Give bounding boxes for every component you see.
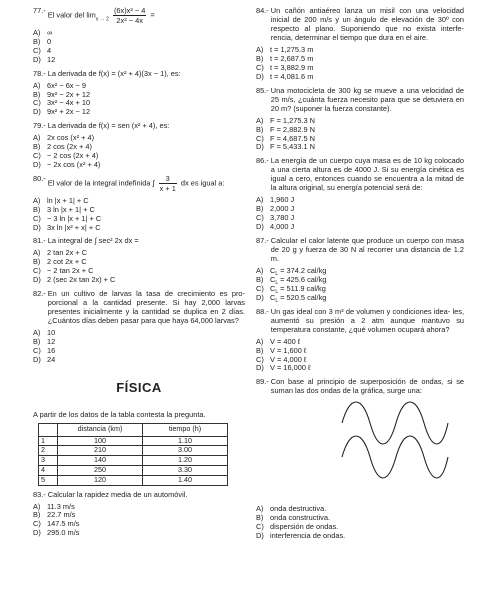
- options: [256, 504, 464, 540]
- fraction: [113, 6, 146, 25]
- option-d: D) 12: [33, 54, 56, 64]
- question-77: [33, 6, 245, 64]
- option-d: D) F = 5,433.1 N: [256, 142, 315, 152]
- latent-subscript: L: [275, 271, 279, 278]
- option-b: B) F = 2,882.9 N: [256, 124, 315, 134]
- option-c: C) 147.5 m/s: [33, 519, 80, 529]
- question-number: 80.-: [33, 173, 46, 183]
- options: [33, 328, 245, 364]
- question-number: 78.-: [33, 68, 46, 78]
- question-80: [33, 174, 245, 232]
- table-row: 5 120 1.40: [39, 475, 228, 485]
- question-text: El valor del lim: [47, 10, 96, 20]
- question-text: El valor de la integral indefinida ∫: [47, 178, 155, 188]
- question-81: [33, 236, 245, 284]
- option-d: D) t = 4,081.6 m: [256, 71, 314, 81]
- table-header: tiempo (h): [143, 423, 228, 436]
- option-b: B) 2 cot 2x + C: [33, 257, 87, 267]
- question-number: 79.-: [33, 121, 46, 131]
- question-78: [33, 69, 245, 117]
- option-d: D) 9x² + 2x − 12: [33, 107, 91, 117]
- question-number: 77.-: [33, 6, 46, 15]
- options: [256, 195, 464, 231]
- option-a: A) onda destructiva.: [256, 504, 327, 514]
- option-c: C) 16: [33, 345, 56, 355]
- question-84: [256, 6, 464, 81]
- question-text: La energía de un cuerpo cuya masa es de 10 kg colocado a una cierta altura es de 4000 J. Si su energía cinética es igual a cero, entonces cuando se encuentra a la mitad de la altura original, su energía potencial será de:: [270, 156, 464, 193]
- option-b: B) 12: [33, 337, 56, 347]
- option-b: B) 3 ln |x + 1| + C: [33, 204, 95, 214]
- option-b: B) t = 2,687.5 m: [256, 54, 314, 64]
- question-number: 89.-: [256, 377, 269, 387]
- wave-top: [342, 402, 448, 444]
- option-a: A) 2 tan 2x + C: [33, 248, 88, 258]
- fraction-denominator: x + 1: [159, 183, 176, 193]
- question-89: [256, 377, 464, 540]
- question-text: La integral de ∫ sec² 2x dx =: [47, 236, 139, 246]
- equals-sign: =: [150, 10, 155, 20]
- options: [33, 248, 245, 284]
- option-d: D) $C_L = 520.5$ cal/kg: [256, 292, 327, 304]
- option-b: B) $C_L = 425.6$ cal/kg: [256, 275, 327, 287]
- question-86: [256, 156, 464, 231]
- wave-bottom: [342, 436, 448, 478]
- option-d: D) 24: [33, 354, 56, 364]
- option-b: B) 9x² − 2x + 12: [33, 89, 91, 99]
- table-row: 2 210 3.00: [39, 446, 228, 456]
- fraction-numerator: (6x)x² − 4: [113, 6, 146, 15]
- question-number: 85.-: [256, 85, 269, 95]
- question-number: 83.-: [33, 489, 46, 499]
- waves-figure: [340, 399, 450, 479]
- option-d: D) V = 16,000 ℓ: [256, 363, 311, 373]
- table-row: 4 250 3.30: [39, 465, 228, 475]
- question-87: [256, 236, 464, 302]
- option-c: C) V = 4,000 ℓ: [256, 354, 307, 364]
- option-a: A) 11.3 m/s: [33, 501, 75, 511]
- option-b: B) V = 1,600 ℓ: [256, 345, 307, 355]
- question-number: 82.-: [33, 289, 46, 299]
- options: [256, 45, 464, 81]
- question-text: En un cultivo de larvas la tasa de crecimiento es pro- porcional a la cantidad presente. Si hay 2,000 larvas presentes inicialmente y la cantidad se duplica en 2 días. ¿Cuántos días deben pasar para que haya 64,000 larvas?: [47, 289, 245, 326]
- option-a: A) t = 1,275.3 m: [256, 45, 314, 55]
- question-number: 81.-: [33, 236, 46, 246]
- options: [33, 196, 245, 232]
- question-text: Calcular el calor latente que produce un cuerpo con masa de 20 g y fuerza de 30 N al recorrer una distancia de 1.2 m.: [270, 236, 464, 264]
- question-number: 86.-: [256, 156, 269, 166]
- question-85: [256, 86, 464, 152]
- options: [33, 81, 245, 117]
- table-header-row: [39, 423, 228, 436]
- fraction: [159, 174, 177, 193]
- limit-subscript: x → 2: [95, 16, 109, 23]
- question-88: [256, 307, 464, 373]
- options: [256, 116, 464, 152]
- option-a: A) 6x² − 6x − 9: [33, 80, 87, 90]
- option-d: D) 295.0 m/s: [33, 528, 80, 538]
- question-number: 87.-: [256, 236, 269, 246]
- section-title: FÍSICA: [116, 379, 162, 395]
- table-row: 1 100 1.10: [39, 436, 228, 446]
- question-text: Con base al principio de superposición de ondas, si se suman las dos ondas de la gráfica, surge una:: [270, 377, 464, 396]
- table-row: 3 140 1.20: [39, 456, 228, 466]
- option-b: B) onda constructiva.: [256, 513, 330, 523]
- option-b: B) 22.7 m/s: [33, 510, 76, 520]
- question-number: 88.-: [256, 306, 269, 316]
- latent-subscript: L: [275, 288, 279, 295]
- option-a: A) V = 400 ℓ: [256, 336, 301, 346]
- option-c: C) $C_L = 511.9$ cal/kg: [256, 283, 326, 295]
- option-d: D) interferencia de ondas.: [256, 531, 346, 541]
- question-number: 84.-: [256, 6, 269, 15]
- option-b: B) 0: [33, 36, 52, 46]
- latent-subscript: L: [275, 280, 279, 287]
- table-intro: A partir de los datos de la tabla contesta la pregunta.: [33, 409, 206, 419]
- right-column: [256, 6, 464, 545]
- option-a: A) 2x cos (x² + 4): [33, 133, 95, 143]
- option-c: C) 3x² − 4x + 10: [33, 98, 91, 108]
- question-text: La derivada de f(x) = sen (x² + 4), es:: [47, 121, 170, 131]
- option-d: D) 2 (sec 2x tan 2x) + C: [33, 275, 116, 285]
- option-a: A) $C_L = 374.2$ cal/kg: [256, 266, 327, 278]
- option-c: C) 3,780 J: [256, 213, 295, 223]
- options: [256, 337, 464, 373]
- fraction-numerator: 3: [159, 174, 177, 184]
- option-a: A) F = 1,275.3 N: [256, 115, 315, 125]
- question-text: La derivada de f(x) = (x² + 4)(3x − 1), es:: [47, 68, 181, 78]
- option-c: C) F = 4,687.5 N: [256, 133, 315, 143]
- question-text-tail: dx es igual a:: [180, 178, 225, 188]
- fraction-denominator: 2x² − 4x: [116, 16, 143, 26]
- option-a: A) 10: [33, 328, 56, 338]
- question-79: [33, 121, 245, 169]
- options: [256, 266, 464, 302]
- question-text: Calcular la rapidez media de un automóvil.: [47, 489, 188, 499]
- question-text: Un cañón antiaéreo lanza un misil con una velocidad inicial de 200 m/s y un ángulo de elevación de 30º con respecto al plano. Suponiendo que no exista interfe- rencia, determinar el tiempo que dura en el aire.: [270, 6, 464, 43]
- option-a: A) ∞: [33, 28, 53, 38]
- options: [33, 133, 245, 169]
- option-c: C) t = 3,882.9 m: [256, 62, 314, 72]
- option-a: A) 1,960 J: [256, 195, 295, 205]
- question-text: Una motocicleta de 300 kg se mueve a una velocidad de 25 m/s, ¿cuánta fuerza necesito para que se detuviera en 20 m? (suponer la fuerza constante).: [270, 85, 464, 113]
- latent-subscript: L: [275, 297, 279, 304]
- option-d: D) 4,000 J: [256, 222, 295, 232]
- option-d: D) − 2x cos (x² + 4): [33, 159, 101, 169]
- question-text: Un gas ideal con 3 m³ de volumen y condiciones idea- les, aumentó su presión a 2 atm aunque mantuvo su temperatura constante, ¿qué volumen ocupará ahora?: [270, 306, 464, 334]
- option-a: A) ln |x + 1| + C: [33, 195, 89, 205]
- option-b: B) 2 cos (2x + 4): [33, 142, 92, 152]
- question-82: [33, 289, 245, 364]
- option-d: D) 3x ln |x² + x| + C: [33, 222, 101, 232]
- option-c: C) dispersión de ondas.: [256, 522, 339, 532]
- options: [33, 28, 245, 64]
- option-b: B) 2,000 J: [256, 204, 295, 214]
- option-c: C) − 3 ln |x + 1| + C: [33, 213, 102, 223]
- table-header: distancia (km): [58, 423, 143, 436]
- options: [33, 502, 245, 538]
- option-c: C) − 2 cos (2x + 4): [33, 151, 99, 161]
- option-c: C) − 2 tan 2x + C: [33, 266, 94, 276]
- left-column: [33, 6, 245, 542]
- data-table: [38, 423, 228, 486]
- option-c: C) 4: [33, 45, 52, 55]
- question-83: [33, 490, 245, 538]
